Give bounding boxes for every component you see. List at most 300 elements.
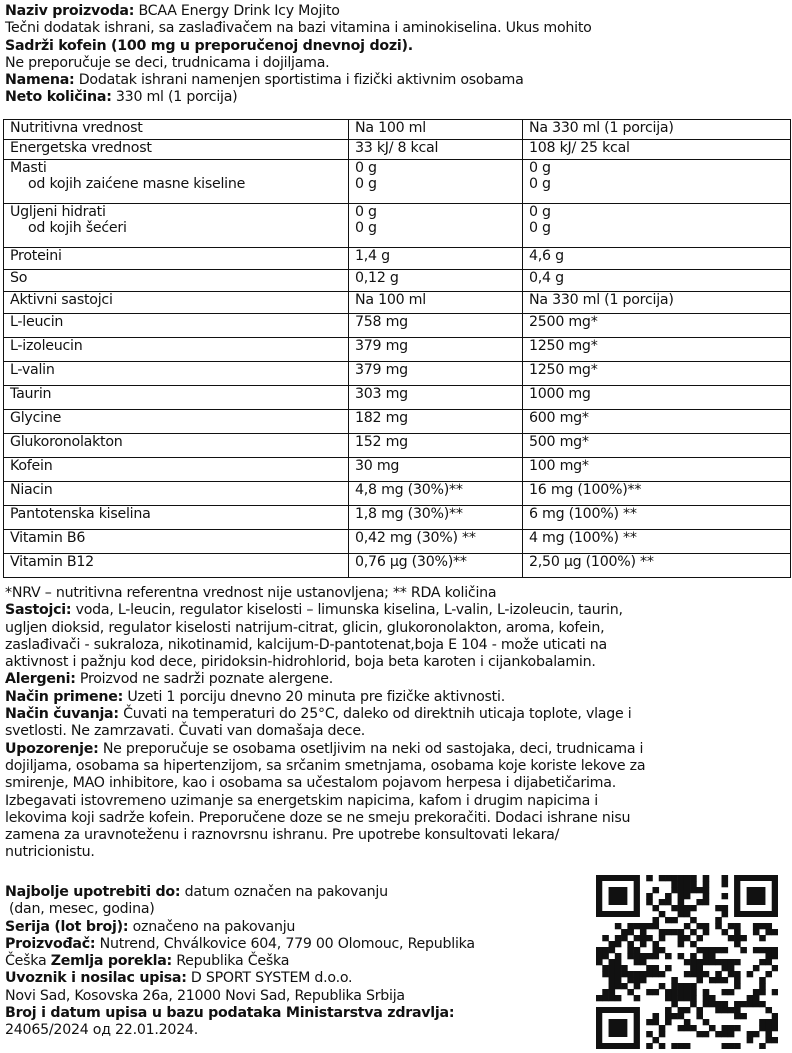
producer-country: Češka <box>5 953 51 970</box>
qr-module <box>646 989 653 995</box>
nutrient-name-cell <box>4 292 349 314</box>
per-100ml-cell <box>349 120 523 140</box>
per-portion-cell <box>523 120 791 140</box>
qr-module <box>671 887 678 893</box>
ingredients-line: ugljen dioksid, regulator kiselosti natrijum-citrat, glicin, glukoronolakton, aroma, kofein, <box>5 619 605 636</box>
per-portion-cell <box>523 506 791 530</box>
qr-module <box>696 971 703 977</box>
per-portion-cell <box>523 204 791 248</box>
qr-module <box>722 893 729 899</box>
qr-module <box>652 971 659 977</box>
per-100ml-cell-text: 303 mg <box>355 386 408 402</box>
allergens-line <box>5 671 787 688</box>
qr-code-icon <box>596 875 778 1049</box>
origin-label: Zemlja porekla: <box>50 953 172 970</box>
per-100ml-cell-text: 0,12 g <box>355 270 399 286</box>
qr-module <box>634 983 641 989</box>
qr-module <box>690 1001 697 1007</box>
nutrient-name-cell <box>4 434 349 458</box>
qr-module <box>740 1013 747 1019</box>
qr-module <box>671 977 678 983</box>
per-portion-cell-text: 1250 mg* <box>529 338 598 354</box>
qr-module <box>684 881 691 887</box>
qr-module <box>740 935 747 941</box>
qr-module <box>759 1001 766 1007</box>
qr-module <box>646 923 653 929</box>
qr-module <box>765 923 772 929</box>
qr-module <box>703 1001 710 1007</box>
qr-module <box>602 953 609 959</box>
qr-module <box>678 881 685 887</box>
qr-module <box>703 971 710 977</box>
qr-module <box>722 905 729 911</box>
per-100ml-cell-subtext: 0 g <box>355 176 377 192</box>
qr-module <box>640 941 647 947</box>
producer-line <box>5 936 585 953</box>
qr-module <box>646 1031 653 1037</box>
qr-module <box>715 947 722 953</box>
qr-module <box>659 971 666 977</box>
warning-line: nutricionistu. <box>5 844 95 861</box>
warning-section <box>5 741 787 862</box>
qr-module <box>665 995 672 1001</box>
nutrient-name-cell-text: Nutritivna vrednost <box>10 120 143 136</box>
lot-value: označeno na pakovanju <box>128 918 296 935</box>
per-100ml-cell-text: 379 mg <box>355 362 408 378</box>
qr-module <box>772 947 778 953</box>
qr-module <box>652 947 659 953</box>
table-row <box>4 248 791 270</box>
qr-module <box>615 971 622 977</box>
warning-line: lekovima koji sadrže kofein. Preporučene doze se ne smeju prekoračiti. Dodaci ishrane nisu <box>5 809 631 826</box>
qr-module <box>646 893 653 899</box>
qr-module <box>753 923 760 929</box>
qr-module <box>615 995 622 1001</box>
qr-module <box>703 953 710 959</box>
per-portion-cell-subtext: 0 g <box>529 220 551 236</box>
qr-module <box>665 1019 672 1025</box>
qr-module <box>703 923 710 929</box>
per-100ml-cell <box>349 292 523 314</box>
per-portion-cell-text: 100 mg* <box>529 458 589 474</box>
qr-module <box>615 965 622 971</box>
nutrient-name-cell <box>4 120 349 140</box>
qr-module <box>684 887 691 893</box>
nutrition-table <box>3 119 791 578</box>
qr-module <box>659 899 666 905</box>
qr-module <box>671 989 678 995</box>
allergens-label: Alergeni: <box>5 671 76 688</box>
qr-module <box>690 875 697 881</box>
qr-module <box>747 995 754 1001</box>
qr-module <box>696 959 703 965</box>
qr-module <box>690 905 697 911</box>
nutrient-name-cell-text: Energetska vrednost <box>10 140 152 156</box>
per-100ml-cell-text: 182 mg <box>355 410 408 426</box>
qr-module <box>684 875 691 881</box>
qr-module <box>709 959 716 965</box>
producer-label: Proizvođač: <box>5 935 96 952</box>
warning-line: Izbegavati istovremeno uzimanje sa energetskim napicima, kafom i drugim napicima i <box>5 792 598 809</box>
qr-module <box>678 983 685 989</box>
qr-module <box>703 929 710 935</box>
qr-module <box>703 989 710 995</box>
importer-address: Novi Sad, Kosovska 26a, 21000 Novi Sad, Republika Srbija <box>5 987 405 1004</box>
qr-module <box>690 1025 697 1031</box>
per-100ml-cell-text: 1,8 mg (30%)** <box>355 506 463 522</box>
qr-module <box>696 1031 703 1037</box>
qr-module <box>740 947 747 953</box>
qr-module <box>678 995 685 1001</box>
qr-module <box>615 959 622 965</box>
nutrient-name-cell-text: Kofein <box>10 458 53 474</box>
table-row <box>4 120 791 140</box>
qr-module <box>640 923 647 929</box>
qr-module <box>728 1007 735 1013</box>
storage-line: svetlosti. Ne zamrzavati. Čuvati van domašaja dece. <box>5 723 366 740</box>
qr-module <box>671 881 678 887</box>
qr-module <box>734 983 741 989</box>
qr-module <box>646 875 653 881</box>
qr-module <box>627 953 634 959</box>
per-portion-cell-text: 500 mg* <box>529 434 589 450</box>
nutrient-name-cell-text: Proteini <box>10 248 62 264</box>
qr-module <box>646 899 653 905</box>
qr-module <box>596 959 603 965</box>
qr-module <box>696 977 703 983</box>
qr-module <box>722 911 729 917</box>
qr-module <box>709 1001 716 1007</box>
qr-module <box>715 1007 722 1013</box>
table-row <box>4 140 791 160</box>
qr-module <box>772 929 778 935</box>
best-before-label: Najbolje upotrebiti do: <box>5 884 181 900</box>
qr-module <box>747 1031 754 1037</box>
qr-module <box>715 959 722 965</box>
per-portion-cell <box>523 386 791 410</box>
qr-module <box>765 1019 772 1025</box>
nutrient-name-cell-text: Niacin <box>10 482 53 498</box>
nrv-footnote: *NRV – nutritivna referentna vrednost nije ustanovljena; ** RDA količina <box>5 585 497 601</box>
allergens-value: Proizvod ne sadrži poznate alergene. <box>75 671 333 688</box>
per-portion-cell <box>523 362 791 386</box>
footer-info <box>5 884 585 1040</box>
qr-module <box>671 1013 678 1019</box>
nutrient-name-cell <box>4 410 349 434</box>
qr-module <box>684 1025 691 1031</box>
qr-module <box>615 977 622 983</box>
per-100ml-cell <box>349 160 523 204</box>
nutrient-name-cell-text: Ugljeni hidrati <box>10 204 106 220</box>
qr-module <box>652 941 659 947</box>
qr-module <box>703 881 710 887</box>
per-portion-cell <box>523 270 791 292</box>
qr-module <box>652 1019 659 1025</box>
qr-module <box>722 881 729 887</box>
qr-module <box>690 959 697 965</box>
qr-module <box>596 953 603 959</box>
ingredients-line: aktivnost i pažnju kod dece, piridoksin-hidrohlorid, boja beta karoten i cijankobalamin. <box>5 654 596 671</box>
qr-module <box>715 923 722 929</box>
qr-module <box>722 929 729 935</box>
qr-module <box>734 1001 741 1007</box>
qr-module <box>634 923 641 929</box>
qr-module <box>728 1025 735 1031</box>
qr-module <box>634 935 641 941</box>
qr-module <box>684 935 691 941</box>
origin-value: Republika Češka <box>171 953 290 970</box>
qr-module <box>772 1037 778 1043</box>
per-portion-cell-text: 108 kJ/ 25 kcal <box>529 140 630 156</box>
qr-module <box>690 983 697 989</box>
registry-label: Broj i datum upisa u bazu podataka Ministarstva zdravlja: <box>5 1005 455 1022</box>
qr-module <box>684 983 691 989</box>
qr-code-graphic <box>596 875 778 1049</box>
nutrient-name-cell-text: Vitamin B6 <box>10 530 86 546</box>
best-before-value: datum označen na pakovanju <box>180 884 388 900</box>
qr-module <box>671 917 678 923</box>
qr-module <box>602 989 609 995</box>
qr-module <box>765 959 772 965</box>
qr-module <box>765 929 772 935</box>
qr-module <box>759 977 766 983</box>
qr-module <box>652 917 659 923</box>
qr-module <box>703 887 710 893</box>
net-quantity-value: 330 ml (1 porcija) <box>111 89 238 106</box>
per-100ml-cell <box>349 270 523 292</box>
table-row <box>4 270 791 292</box>
qr-module <box>665 965 672 971</box>
qr-module <box>734 977 741 983</box>
per-portion-cell <box>523 248 791 270</box>
table-row <box>4 338 791 362</box>
qr-module <box>678 935 685 941</box>
qr-module <box>703 899 710 905</box>
qr-module <box>690 995 697 1001</box>
usage-label: Način primene: <box>5 688 124 705</box>
qr-module <box>646 1019 653 1025</box>
qr-module <box>722 1001 729 1007</box>
qr-module <box>671 929 678 935</box>
qr-module <box>627 929 634 935</box>
per-100ml-cell <box>349 362 523 386</box>
ingredients-section <box>5 602 787 671</box>
per-100ml-cell-text: 0 g <box>355 204 377 220</box>
qr-module <box>696 1013 703 1019</box>
qr-module <box>652 989 659 995</box>
nutrient-name-cell-subtext: od kojih zaićene masne kiseline <box>28 176 246 192</box>
qr-module <box>690 887 697 893</box>
per-100ml-cell-text: 4,8 mg (30%)** <box>355 482 463 498</box>
qr-module <box>715 917 722 923</box>
warning-line: zamena za uravnoteženu i raznovrsnu ishranu. Pre upotrebe konsultovati lekara/ <box>5 827 560 844</box>
qr-module <box>621 971 628 977</box>
qr-module <box>728 989 735 995</box>
qr-module <box>652 953 659 959</box>
nutrient-name-cell <box>4 554 349 578</box>
qr-module <box>747 1001 754 1007</box>
qr-module <box>678 941 685 947</box>
per-portion-cell-text: 0 g <box>529 160 551 176</box>
table-row <box>4 410 791 434</box>
purpose-line <box>5 72 787 89</box>
product-name-label: Naziv proizvoda: <box>5 3 135 19</box>
qr-module <box>602 947 609 953</box>
qr-module <box>665 917 672 923</box>
qr-module <box>734 1013 741 1019</box>
qr-module <box>678 1007 685 1013</box>
per-portion-cell-text: 1250 mg* <box>529 362 598 378</box>
qr-module <box>665 929 672 935</box>
qr-module <box>759 1025 766 1031</box>
qr-module <box>678 989 685 995</box>
per-100ml-cell <box>349 530 523 554</box>
nutrient-name-cell-text: Aktivni sastojci <box>10 292 113 308</box>
nutrient-name-cell <box>4 386 349 410</box>
qr-module <box>659 929 666 935</box>
table-row <box>4 386 791 410</box>
qr-module <box>678 905 685 911</box>
qr-module <box>646 971 653 977</box>
qr-module <box>722 1007 729 1013</box>
qr-module <box>602 965 609 971</box>
qr-module <box>684 911 691 917</box>
importer-value: D SPORT SYSTEM d.o.o. <box>186 970 353 987</box>
qr-module <box>627 989 634 995</box>
qr-module <box>646 965 653 971</box>
qr-module <box>696 965 703 971</box>
qr-module <box>652 1037 659 1043</box>
nutrient-name-cell <box>4 140 349 160</box>
table-row <box>4 314 791 338</box>
per-100ml-cell-text: 379 mg <box>355 338 408 354</box>
qr-module <box>665 953 672 959</box>
nutrient-name-cell <box>4 338 349 362</box>
qr-module <box>615 953 622 959</box>
qr-module <box>615 941 622 947</box>
qr-module <box>772 953 778 959</box>
qr-module <box>621 935 628 941</box>
qr-module <box>627 947 634 953</box>
qr-module <box>728 935 735 941</box>
per-100ml-cell-subtext: 0 g <box>355 220 377 236</box>
qr-module <box>690 953 697 959</box>
qr-module <box>652 1013 659 1019</box>
qr-module <box>684 893 691 899</box>
qr-module <box>765 1037 772 1043</box>
warning-line: smirenje, MAO inhibitore, kao i osobama sa učestalom pojavom herpesa i dijabetičarima. <box>5 775 616 792</box>
nutrient-name-cell-text: Pantotenska kiselina <box>10 506 151 522</box>
warning-line: Ne preporučuje se osobama osetljivim na neki od sastojaka, deci, trudnicama i <box>98 740 644 757</box>
per-portion-cell-text: 0,4 g <box>529 270 564 286</box>
qr-module <box>634 947 641 953</box>
per-100ml-cell <box>349 386 523 410</box>
qr-module <box>734 1025 741 1031</box>
qr-module <box>678 911 685 917</box>
nutrient-name-cell-text: Vitamin B12 <box>10 554 94 570</box>
qr-module <box>690 881 697 887</box>
qr-module <box>703 1019 710 1025</box>
qr-module <box>665 1007 672 1013</box>
qr-module <box>646 935 653 941</box>
qr-module <box>659 935 666 941</box>
qr-module <box>678 953 685 959</box>
per-100ml-cell <box>349 410 523 434</box>
qr-module <box>759 947 766 953</box>
qr-module <box>696 935 703 941</box>
table-row <box>4 530 791 554</box>
qr-module <box>634 995 641 1001</box>
qr-module <box>734 935 741 941</box>
nutrient-name-cell <box>4 458 349 482</box>
per-portion-cell-text: Na 330 ml (1 porcija) <box>529 120 674 136</box>
qr-module <box>659 1025 666 1031</box>
table-row <box>4 506 791 530</box>
qr-module <box>703 1031 710 1037</box>
qr-module <box>659 947 666 953</box>
producer-value: Nutrend, Chválkovice 604, 779 00 Olomouc, Republika <box>95 935 475 952</box>
qr-module <box>684 959 691 965</box>
per-100ml-cell <box>349 434 523 458</box>
table-row <box>4 292 791 314</box>
qr-module <box>627 941 634 947</box>
qr-module <box>690 989 697 995</box>
ingredients-line: voda, L-leucin, regulator kiselosti – limunska kiselina, L-valin, L-izoleucin, taurin, <box>71 602 623 619</box>
label-sheet <box>5 3 787 107</box>
nutrient-name-cell <box>4 362 349 386</box>
qr-module <box>652 965 659 971</box>
qr-module <box>659 875 666 881</box>
usage-line <box>5 689 787 706</box>
qr-module <box>703 995 710 1001</box>
qr-module <box>722 947 729 953</box>
qr-module <box>609 983 616 989</box>
qr-module <box>671 1043 678 1049</box>
origin-line <box>5 953 585 970</box>
per-portion-cell <box>523 458 791 482</box>
qr-module <box>659 1043 666 1049</box>
qr-module <box>609 941 616 947</box>
table-row <box>4 482 791 506</box>
per-portion-cell <box>523 140 791 160</box>
qr-module <box>652 905 659 911</box>
per-portion-cell <box>523 314 791 338</box>
qr-module <box>722 989 729 995</box>
warning-line: dojiljama, osobama sa hipertenzijom, sa srčanim smetnjama, osobama koje koriste lekove za <box>5 757 646 774</box>
storage-label: Način čuvanja: <box>5 706 119 723</box>
qr-module <box>696 1007 703 1013</box>
net-quantity-line <box>5 89 787 106</box>
qr-module <box>684 905 691 911</box>
qr-module <box>728 959 735 965</box>
storage-line: Čuvati na temperaturi do 25°C, daleko od direktnih uticaja toplote, vlage i <box>118 706 632 723</box>
qr-module <box>753 947 760 953</box>
per-portion-cell-text: 16 mg (100%)** <box>529 482 642 498</box>
qr-module <box>621 983 628 989</box>
qr-module <box>609 965 616 971</box>
per-100ml-cell-text: 0,42 mg (30%) ** <box>355 530 476 546</box>
qr-module <box>722 1025 729 1031</box>
qr-module <box>634 971 641 977</box>
qr-module <box>728 923 735 929</box>
not-recommended-note: Ne preporučuje se deci, trudnicama i dojiljama. <box>5 54 330 71</box>
qr-module <box>722 1043 729 1049</box>
lot-label: Serija (lot broj): <box>5 918 129 935</box>
qr-module <box>722 1031 729 1037</box>
qr-module <box>690 965 697 971</box>
per-100ml-cell <box>349 314 523 338</box>
body-text <box>5 585 787 862</box>
